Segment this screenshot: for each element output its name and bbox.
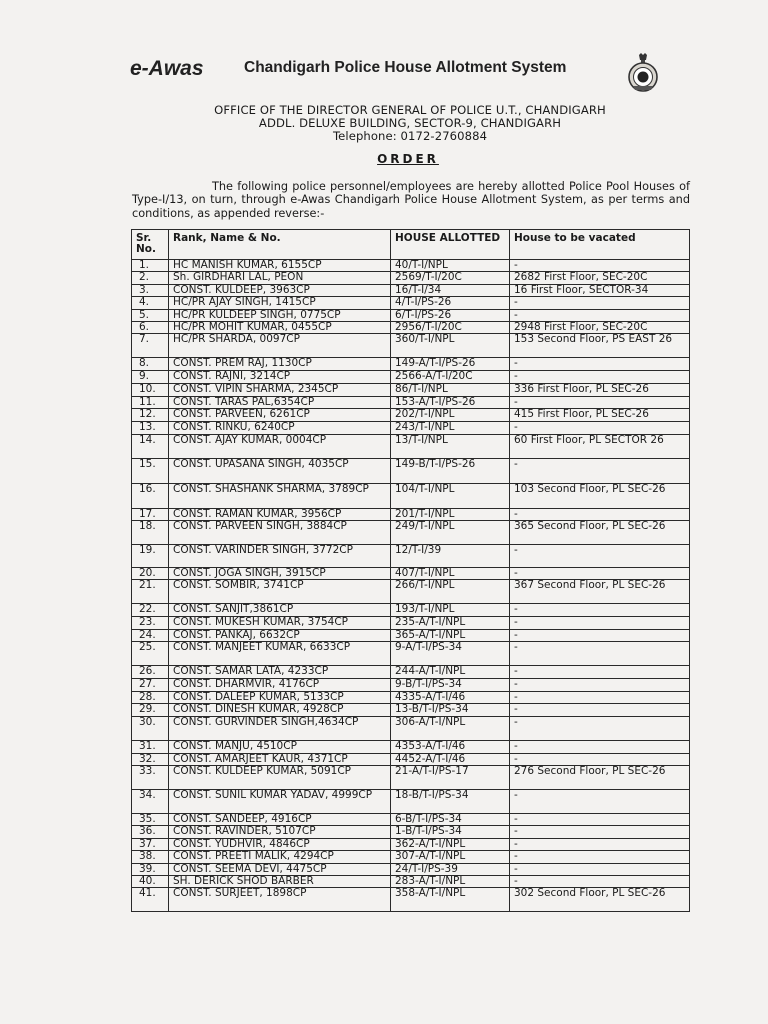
table-row	[132, 483, 690, 508]
cell-sr-no: 40.	[132, 875, 169, 887]
cell-house-vacated: -	[510, 838, 690, 850]
cell-rank-name: CONST. TARAS PAL,6354CP	[169, 396, 391, 408]
cell-house-vacated: -	[510, 545, 690, 568]
table-row	[132, 396, 690, 408]
cell-sr-no: 25.	[132, 642, 169, 666]
cell-sr-no: 8.	[132, 358, 169, 371]
office-address	[0, 104, 768, 143]
table-row	[132, 284, 690, 296]
cell-rank-name: SH. DERICK SHOD BARBER	[169, 875, 391, 887]
table-row	[132, 851, 690, 863]
cell-house-vacated: -	[510, 642, 690, 666]
cell-sr-no: 22.	[132, 604, 169, 617]
cell-rank-name: HC/PR AJAY SINGH, 1415CP	[169, 297, 391, 309]
cell-rank-name: CONST. AMARJEET KAUR, 4371CP	[169, 753, 391, 765]
cell-sr-no: 30.	[132, 716, 169, 740]
cell-house-vacated: -	[510, 716, 690, 740]
cell-sr-no: 32.	[132, 753, 169, 765]
table-row	[132, 422, 690, 434]
cell-rank-name: HC MANISH KUMAR, 6155CP	[169, 260, 391, 272]
cell-sr-no: 13.	[132, 422, 169, 434]
cell-house-vacated: -	[510, 679, 690, 691]
cell-rank-name: CONST. JOGA SINGH, 3915CP	[169, 568, 391, 580]
table-row	[132, 765, 690, 789]
office-building: ADDL. DELUXE BUILDING, SECTOR-9, CHANDIGARH	[258, 116, 562, 130]
cell-house-allotted: 2569/T-I/20C	[391, 272, 510, 284]
cell-house-allotted: 4452-A/T-I/46	[391, 753, 510, 765]
cell-house-vacated: -	[510, 568, 690, 580]
cell-house-allotted: 4335-A/T-I/46	[391, 691, 510, 703]
cell-rank-name: HC/PR SHARDA, 0097CP	[169, 334, 391, 358]
cell-sr-no: 20.	[132, 568, 169, 580]
cell-sr-no: 23.	[132, 617, 169, 629]
cell-rank-name: CONST. RAVINDER, 5107CP	[169, 826, 391, 838]
table-row	[132, 838, 690, 850]
table-row	[132, 260, 690, 272]
cell-rank-name: HC/PR KULDEEP SINGH, 0775CP	[169, 309, 391, 321]
cell-house-vacated: -	[510, 617, 690, 629]
cell-house-vacated: -	[510, 753, 690, 765]
cell-sr-no: 38.	[132, 851, 169, 863]
cell-house-vacated: 365 Second Floor, PL SEC-26	[510, 521, 690, 545]
cell-house-vacated: -	[510, 458, 690, 483]
cell-house-vacated: 16 First Floor, SECTOR-34	[510, 284, 690, 296]
cell-sr-no: 35.	[132, 813, 169, 825]
office-name: OFFICE OF THE DIRECTOR GENERAL OF POLICE U.T., CHANDIGARH	[214, 103, 606, 117]
table-row	[132, 875, 690, 887]
cell-house-vacated: -	[510, 422, 690, 434]
table-row	[132, 666, 690, 679]
cell-house-allotted: 16/T-I/34	[391, 284, 510, 296]
cell-sr-no: 24.	[132, 629, 169, 641]
cell-sr-no: 14.	[132, 434, 169, 458]
table-row	[132, 508, 690, 520]
cell-house-vacated: -	[510, 629, 690, 641]
header-sr-no: Sr. No.	[132, 230, 169, 260]
cell-rank-name: CONST. DHARMVIR, 4176CP	[169, 679, 391, 691]
cell-sr-no: 5.	[132, 309, 169, 321]
cell-house-allotted: 18-B/T-I/PS-34	[391, 789, 510, 813]
cell-house-vacated: -	[510, 309, 690, 321]
table-row	[132, 642, 690, 666]
cell-sr-no: 26.	[132, 666, 169, 679]
cell-rank-name: CONST. PARVEEN, 6261CP	[169, 409, 391, 422]
table-row	[132, 545, 690, 568]
cell-house-vacated: -	[510, 260, 690, 272]
cell-rank-name: CONST. SANJIT,3861CP	[169, 604, 391, 617]
cell-sr-no: 11.	[132, 396, 169, 408]
cell-sr-no: 21.	[132, 580, 169, 604]
cell-sr-no: 34.	[132, 789, 169, 813]
cell-house-allotted: 2956/T-I/20C	[391, 322, 510, 334]
cell-sr-no: 29.	[132, 704, 169, 716]
table-row	[132, 740, 690, 753]
office-telephone: Telephone: 0172-2760884	[332, 129, 488, 143]
cell-sr-no: 36.	[132, 826, 169, 838]
table-row	[132, 789, 690, 813]
cell-sr-no: 12.	[132, 409, 169, 422]
cell-house-vacated: 336 First Floor, PL SEC-26	[510, 383, 690, 396]
cell-sr-no: 27.	[132, 679, 169, 691]
header-house-allotted: HOUSE ALLOTTED	[391, 230, 510, 260]
cell-house-vacated: -	[510, 826, 690, 838]
cell-house-vacated: -	[510, 704, 690, 716]
cell-house-allotted: 6-B/T-I/PS-34	[391, 813, 510, 825]
table-row	[132, 888, 690, 912]
cell-house-vacated: 2682 First Floor, SEC-20C	[510, 272, 690, 284]
cell-house-vacated: -	[510, 358, 690, 371]
table-row	[132, 580, 690, 604]
cell-sr-no: 18.	[132, 521, 169, 545]
cell-house-allotted: 9-B/T-I/PS-34	[391, 679, 510, 691]
cell-house-allotted: 235-A/T-I/NPL	[391, 617, 510, 629]
cell-house-allotted: 193/T-I/NPL	[391, 604, 510, 617]
cell-house-allotted: 153-A/T-I/PS-26	[391, 396, 510, 408]
eawas-logo: e-Awas	[130, 57, 204, 80]
cell-house-vacated: 2948 First Floor, SEC-20C	[510, 322, 690, 334]
cell-rank-name: CONST. PREM RAJ, 1130CP	[169, 358, 391, 371]
cell-house-allotted: 365-A/T-I/NPL	[391, 629, 510, 641]
cell-rank-name: CONST. SURJEET, 1898CP	[169, 888, 391, 912]
table-row	[132, 458, 690, 483]
cell-house-vacated: -	[510, 863, 690, 875]
cell-sr-no: 9.	[132, 371, 169, 383]
cell-house-vacated: -	[510, 851, 690, 863]
cell-rank-name: CONST. MANJEET KUMAR, 6633CP	[169, 642, 391, 666]
table-row	[132, 604, 690, 617]
table-row	[132, 521, 690, 545]
table-row	[132, 863, 690, 875]
cell-house-allotted: 24/T-I/PS-39	[391, 863, 510, 875]
cell-rank-name: CONST. UPASANA SINGH, 4035CP	[169, 458, 391, 483]
cell-house-allotted: 4/T-I/PS-26	[391, 297, 510, 309]
cell-house-allotted: 201/T-I/NPL	[391, 508, 510, 520]
cell-sr-no: 4.	[132, 297, 169, 309]
cell-sr-no: 17.	[132, 508, 169, 520]
table-row	[132, 309, 690, 321]
cell-rank-name: CONST. VIPIN SHARMA, 2345CP	[169, 383, 391, 396]
cell-house-allotted: 283-A/T-I/NPL	[391, 875, 510, 887]
cell-rank-name: CONST. AJAY KUMAR, 0004CP	[169, 434, 391, 458]
cell-house-vacated: 367 Second Floor, PL SEC-26	[510, 580, 690, 604]
cell-house-allotted: 13/T-I/NPL	[391, 434, 510, 458]
table-row	[132, 617, 690, 629]
cell-sr-no: 37.	[132, 838, 169, 850]
cell-house-vacated: 153 Second Floor, PS EAST 26	[510, 334, 690, 358]
cell-rank-name: CONST. RAJNI, 3214CP	[169, 371, 391, 383]
cell-house-allotted: 243/T-I/NPL	[391, 422, 510, 434]
cell-sr-no: 28.	[132, 691, 169, 703]
cell-house-vacated: -	[510, 297, 690, 309]
cell-house-allotted: 13-B/T-I/PS-34	[391, 704, 510, 716]
cell-rank-name: CONST. RINKU, 6240CP	[169, 422, 391, 434]
cell-rank-name: Sh. GIRDHARI LAL, PEON	[169, 272, 391, 284]
cell-rank-name: CONST. PREETI MALIK, 4294CP	[169, 851, 391, 863]
cell-sr-no: 15.	[132, 458, 169, 483]
cell-rank-name: CONST. DALEEP KUMAR, 5133CP	[169, 691, 391, 703]
cell-rank-name: CONST. SHASHANK SHARMA, 3789CP	[169, 483, 391, 508]
cell-sr-no: 16.	[132, 483, 169, 508]
intro-text: The following police personnel/employees are hereby allotted Police Pool Houses of Type-I/13, on turn, through e-Awas Chandigarh Police House Allotment System, as per terms and conditions, as appended reverse:-	[132, 180, 690, 220]
cell-house-vacated: -	[510, 691, 690, 703]
cell-house-vacated: -	[510, 789, 690, 813]
cell-rank-name: CONST. MUKESH KUMAR, 3754CP	[169, 617, 391, 629]
cell-rank-name: CONST. SAMAR LATA, 4233CP	[169, 666, 391, 679]
table-row	[132, 409, 690, 422]
cell-house-allotted: 149-A/T-I/PS-26	[391, 358, 510, 371]
cell-sr-no: 31.	[132, 740, 169, 753]
cell-house-allotted: 149-B/T-I/PS-26	[391, 458, 510, 483]
cell-house-vacated: -	[510, 740, 690, 753]
table-row	[132, 371, 690, 383]
cell-sr-no: 1.	[132, 260, 169, 272]
cell-house-vacated: 302 Second Floor, PL SEC-26	[510, 888, 690, 912]
cell-house-allotted: 358-A/T-I/NPL	[391, 888, 510, 912]
table-row	[132, 813, 690, 825]
cell-house-allotted: 4353-A/T-I/46	[391, 740, 510, 753]
cell-rank-name: CONST. YUDHVIR, 4846CP	[169, 838, 391, 850]
intro-paragraph	[132, 180, 690, 220]
cell-sr-no: 19.	[132, 545, 169, 568]
cell-house-allotted: 104/T-I/NPL	[391, 483, 510, 508]
cell-house-allotted: 407/T-I/NPL	[391, 568, 510, 580]
table-row	[132, 691, 690, 703]
cell-house-allotted: 244-A/T-I/NPL	[391, 666, 510, 679]
cell-rank-name: CONST. MANJU, 4510CP	[169, 740, 391, 753]
table-row	[132, 434, 690, 458]
table-row	[132, 568, 690, 580]
table-row	[132, 272, 690, 284]
cell-house-vacated: -	[510, 875, 690, 887]
cell-rank-name: CONST. SEEMA DEVI, 4475CP	[169, 863, 391, 875]
table-row	[132, 679, 690, 691]
cell-rank-name: CONST. KULDEEP KUMAR, 5091CP	[169, 765, 391, 789]
cell-house-vacated: -	[510, 813, 690, 825]
cell-rank-name: CONST. SANDEEP, 4916CP	[169, 813, 391, 825]
cell-rank-name: CONST. RAMAN KUMAR, 3956CP	[169, 508, 391, 520]
cell-house-allotted: 9-A/T-I/PS-34	[391, 642, 510, 666]
order-heading: ORDER	[377, 152, 439, 166]
cell-house-allotted: 249/T-I/NPL	[391, 521, 510, 545]
header-house-vacated: House to be vacated	[510, 230, 690, 260]
cell-house-allotted: 360/T-I/NPL	[391, 334, 510, 358]
cell-sr-no: 2.	[132, 272, 169, 284]
cell-rank-name: CONST. GURVINDER SINGH,4634CP	[169, 716, 391, 740]
cell-house-allotted: 306-A/T-I/NPL	[391, 716, 510, 740]
cell-house-allotted: 266/T-I/NPL	[391, 580, 510, 604]
allotment-table	[131, 229, 690, 912]
cell-house-vacated: 415 First Floor, PL SEC-26	[510, 409, 690, 422]
cell-house-vacated: -	[510, 604, 690, 617]
cell-house-allotted: 21-A/T-I/PS-17	[391, 765, 510, 789]
cell-house-allotted: 1-B/T-I/PS-34	[391, 826, 510, 838]
table-row	[132, 629, 690, 641]
cell-sr-no: 10.	[132, 383, 169, 396]
cell-rank-name: CONST. VARINDER SINGH, 3772CP	[169, 545, 391, 568]
cell-rank-name: HC/PR MOHIT KUMAR, 0455CP	[169, 322, 391, 334]
cell-house-allotted: 6/T-I/PS-26	[391, 309, 510, 321]
cell-house-allotted: 2566-A/T-I/20C	[391, 371, 510, 383]
table-row	[132, 716, 690, 740]
cell-sr-no: 39.	[132, 863, 169, 875]
cell-house-allotted: 12/T-I/39	[391, 545, 510, 568]
table-row	[132, 297, 690, 309]
cell-sr-no: 3.	[132, 284, 169, 296]
cell-house-vacated: -	[510, 371, 690, 383]
cell-house-allotted: 86/T-I/NPL	[391, 383, 510, 396]
cell-rank-name: CONST. KULDEEP, 3963CP	[169, 284, 391, 296]
cell-rank-name: CONST. SOMBIR, 3741CP	[169, 580, 391, 604]
cell-sr-no: 7.	[132, 334, 169, 358]
cell-house-vacated: -	[510, 396, 690, 408]
table-row	[132, 334, 690, 358]
cell-house-allotted: 40/T-I/NPL	[391, 260, 510, 272]
table-row	[132, 753, 690, 765]
cell-sr-no: 41.	[132, 888, 169, 912]
table-row	[132, 383, 690, 396]
cell-house-vacated: -	[510, 666, 690, 679]
cell-house-vacated: 60 First Floor, PL SECTOR 26	[510, 434, 690, 458]
cell-house-allotted: 202/T-I/NPL	[391, 409, 510, 422]
cell-rank-name: CONST. DINESH KUMAR, 4928CP	[169, 704, 391, 716]
cell-house-allotted: 362-A/T-I/NPL	[391, 838, 510, 850]
table-row	[132, 322, 690, 334]
cell-house-vacated: 276 Second Floor, PL SEC-26	[510, 765, 690, 789]
cell-sr-no: 6.	[132, 322, 169, 334]
cell-sr-no: 33.	[132, 765, 169, 789]
table-header-row	[132, 230, 690, 260]
cell-rank-name: CONST. PANKAJ, 6632CP	[169, 629, 391, 641]
app-title: Chandigarh Police House Allotment System	[244, 59, 567, 76]
police-emblem-icon	[626, 52, 660, 92]
header-rank-name: Rank, Name & No.	[169, 230, 391, 260]
cell-house-vacated: -	[510, 508, 690, 520]
cell-house-allotted: 307-A/T-I/NPL	[391, 851, 510, 863]
cell-rank-name: CONST. PARVEEN SINGH, 3884CP	[169, 521, 391, 545]
table-row	[132, 704, 690, 716]
table-row	[132, 358, 690, 371]
cell-rank-name: CONST. SUNIL KUMAR YADAV, 4999CP	[169, 789, 391, 813]
cell-house-vacated: 103 Second Floor, PL SEC-26	[510, 483, 690, 508]
table-row	[132, 826, 690, 838]
